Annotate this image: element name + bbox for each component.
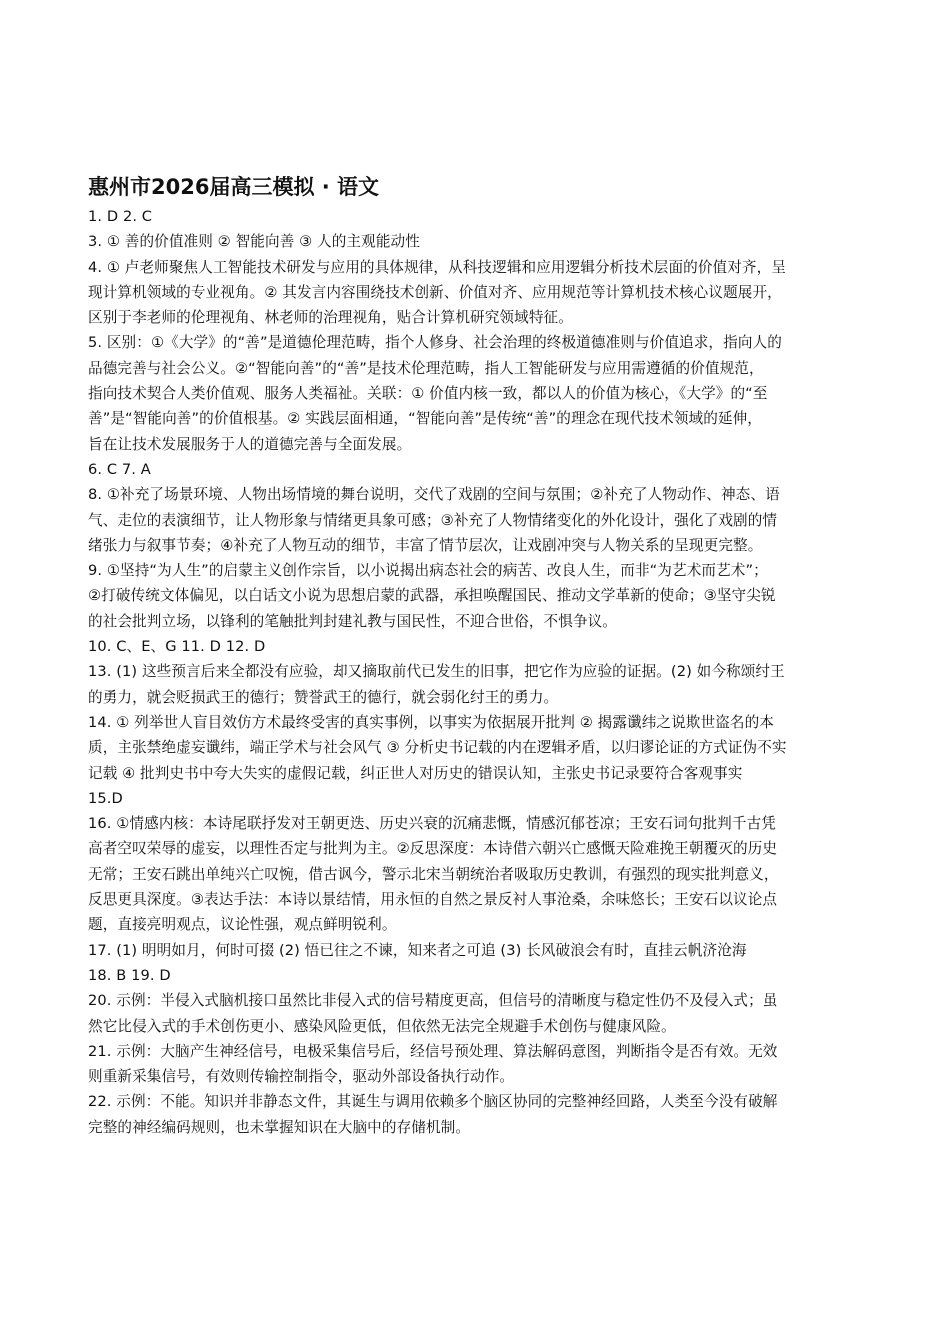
answer-line: 质，主张禁绝虚妄谶纬，端正学术与社会风气 ③ 分析史书记载的内在逻辑矛盾，以归谬论证的方式证伪不实 [88, 739, 787, 757]
answer-line: 21. 示例：大脑产生神经信号，电极采集信号后，经信号预处理、算法解码意图，判断指令是否有效。无效 [88, 1042, 778, 1060]
answer-line: 善”是“智能向善”的价值根基。② 实践层面相通，“智能向善”是传统“善”的理念在现代技术领域的延伸， [88, 410, 762, 428]
answer-line: 题，直接亮明观点，议论性强，观点鲜明锐利。 [88, 916, 397, 934]
answer-line: 反思更具深度。③表达手法：本诗以景结情，用永恒的自然之景反衬人事沧桑，余味悠长；王安石以议论点 [88, 891, 778, 909]
answer-line: 然它比侵入式的手术创伤更小、感染风险更低，但依然无法完全规避手术创伤与健康风险。 [88, 1017, 676, 1035]
answer-line: 4. ① 卢老师聚焦人工智能技术研发与应用的具体规律，从科技逻辑和应用逻辑分析技术层面的价值对齐，呈 [88, 258, 787, 276]
answer-line: 3. ① 善的价值准则 ② 智能向善 ③ 人的主观能动性 [88, 233, 420, 251]
answer-list [88, 204, 868, 1140]
answer-line: 13. (1) 这些预言后来全都没有应验，却又摘取前代已发生的旧事，把它作为应验的证据。(2) 如今称颂纣王 [88, 663, 785, 681]
answer-line: 现计算机领域的专业视角。② 其发言内容围绕技术创新、价值对齐、应用规范等计算机技术核心议题展开， [88, 283, 782, 301]
answer-line: 区别于李老师的伦理视角、林老师的治理视角，贴合计算机研究领域特征。 [88, 309, 573, 327]
answer-line: 则重新采集信号，有效则传输控制指令，驱动外部设备执行动作。 [88, 1068, 515, 1086]
answer-line: 15.D [88, 789, 123, 807]
answer-line: 14. ① 列举世人盲目效仿方术最终受害的真实事例，以事实为依据展开批判 ② 揭露谶纬之说欺世盗名的本 [88, 713, 774, 731]
answer-line: 品德完善与社会公义。②“智能向善”的“善”是技术伦理范畴，指人工智能研发与应用需遵循的价值规范， [88, 359, 764, 377]
answer-line: 6. C 7. A [88, 460, 151, 478]
answer-line: 8. ①补充了场景环境、人物出场情境的舞台说明，交代了戏剧的空间与氛围；②补充了人物动作、神态、语 [88, 486, 780, 504]
answer-line: ②打破传统文体偏见，以白话文小说为思想启蒙的武器，承担唤醒国民、推动文学革新的使命；③坚守尖锐 [88, 587, 776, 605]
answer-line: 气、走位的表演细节，让人物形象与情绪更具象可感；③补充了人物情绪变化的外化设计，强化了戏剧的情 [88, 511, 778, 529]
answer-line: 高者空叹荣辱的虚妄，以理性否定与批判为主。②反思深度：本诗借六朝兴亡感慨天险难挽王朝覆灭的历史 [88, 840, 778, 858]
answer-line: 完整的神经编码规则，也未掌握知识在大脑中的存储机制。 [88, 1118, 471, 1136]
answer-line: 旨在让技术发展服务于人的道德完善与全面发展。 [88, 435, 412, 453]
answer-line: 20. 示例：半侵入式脑机接口虽然比非侵入式的信号精度更高，但信号的清晰度与稳定性仍不及侵入式；虽 [88, 992, 778, 1010]
document-title: 惠州市2026届高三模拟 · 语文 [88, 175, 380, 199]
answer-line: 记载 ④ 批判史书中夸大失实的虚假记载，纠正世人对历史的错误认知，主张史书记录要符合客观事实 [88, 764, 743, 782]
answer-line: 绪张力与叙事节奏；④补充了人物互动的细节，丰富了情节层次，让戏剧冲突与人物关系的呈现更完整。 [88, 536, 763, 554]
answer-line: 指向技术契合人类价值观、服务人类福祉。关联：① 价值内核一致，都以人的价值为核心，《大学》的“至 [88, 385, 768, 403]
answer-line: 16. ①情感内核：本诗尾联抒发对王朝更迭、历史兴衰的沉痛悲慨，情感沉郁苍凉；王安石词句批判千古凭 [88, 815, 776, 833]
answer-line: 的社会批判立场，以锋利的笔触批判封建礼教与国民性，不迎合世俗，不惧争议。 [88, 612, 617, 630]
answer-line: 5. 区别：①《大学》的“善”是道德伦理范畴，指个人修身、社会治理的终极道德准则与价值追求，指向人的 [88, 334, 782, 352]
answer-line: 的勇力，就会贬损武王的德行；赞誉武王的德行，就会弱化纣王的勇力。 [88, 688, 559, 706]
answer-line: 10. C、E、G 11. D 12. D [88, 638, 266, 656]
answer-line: 18. B 19. D [88, 966, 171, 984]
answer-line: 17. (1) 明明如月，何时可掇 (2) 悟已往之不谏，知来者之可追 (3) 长风破浪会有时，直挂云帆济沧海 [88, 941, 747, 959]
answer-sheet [88, 172, 868, 1140]
answer-line: 1. D 2. C [88, 208, 153, 225]
answer-line: 无常；王安石跳出单纯兴亡叹惋，借古讽今，警示北宋当朝统治者吸取历史教训，有强烈的现实批判意义， [88, 865, 779, 883]
answer-line: 22. 示例：不能。知识并非静态文件，其诞生与调用依赖多个脑区协同的完整神经回路，人类至今没有破解 [88, 1093, 778, 1111]
answer-line: 9. ①坚持“为人生”的启蒙主义创作宗旨，以小说揭出病态社会的病苦、改良人生，而非“为艺术而艺术”； [88, 562, 768, 580]
